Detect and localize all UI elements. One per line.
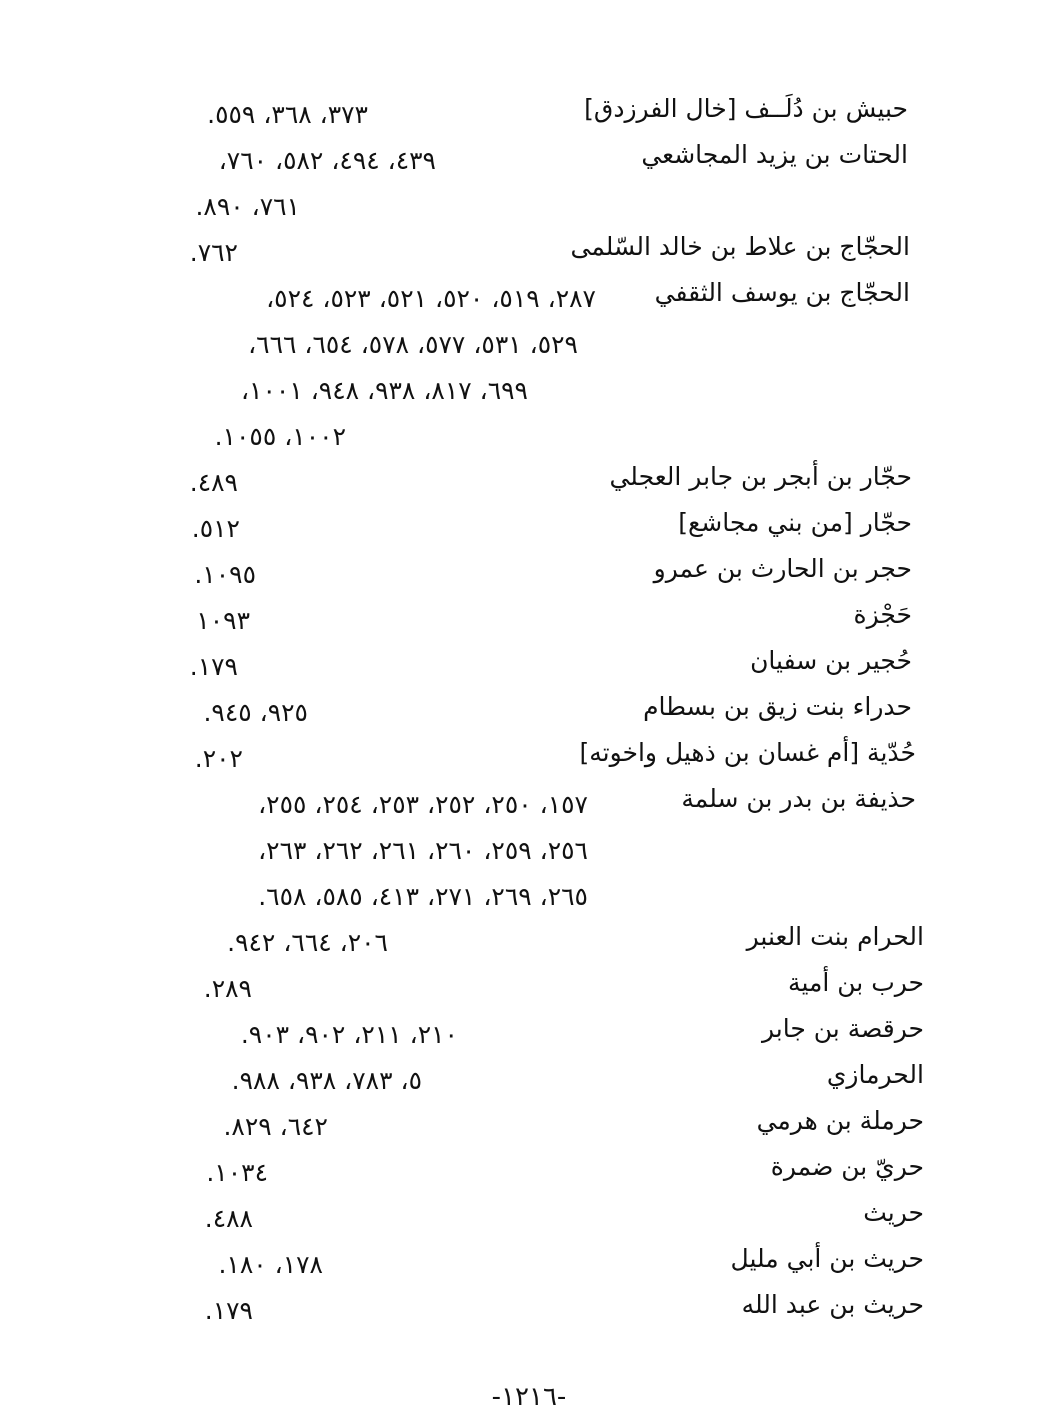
- index-entry: [0, 230, 1058, 276]
- entry-pages: ٤٨٨.: [204, 1204, 253, 1233]
- entry-name: حَجْزة: [853, 600, 912, 629]
- entry-name: الحجّاج بن يوسف الثقفي: [654, 278, 910, 307]
- entry-name: حجّار [من بني مجاشع]: [678, 508, 912, 537]
- entry-pages: ٦٤٢، ٨٢٩.: [223, 1112, 328, 1141]
- entry-name: حرقصة بن جابر: [762, 1014, 924, 1043]
- entry-pages: ١٧٩.: [204, 1296, 253, 1325]
- index-entry: [0, 966, 1058, 1012]
- index-entry: [0, 506, 1058, 552]
- entry-pages: ٤٣٩، ٤٩٤، ٥٨٢، ٧٦٠،: [218, 146, 436, 175]
- entry-name: الحرمازي: [826, 1060, 924, 1089]
- index-entry: [0, 1012, 1058, 1058]
- entry-name: حريث بن أبي مليل: [730, 1244, 924, 1273]
- index-entry: [0, 1196, 1058, 1242]
- entry-name: حُجير بن سفيان: [750, 646, 912, 675]
- entry-name: حرب بن أمية: [788, 968, 924, 997]
- index-entry: [0, 276, 1058, 322]
- entry-name: حريث بن عبد الله: [741, 1290, 924, 1319]
- index-entry: [0, 1104, 1058, 1150]
- entry-name: حذيفة بن بدر بن سلمة: [681, 784, 916, 813]
- entry-name: حجّار بن أبجر بن جابر العجلي: [609, 462, 912, 491]
- index-entry: [0, 920, 1058, 966]
- entry-name: حجر بن الحارث بن عمرو: [653, 554, 912, 583]
- entry-name: حدراء بنت زيق بن بسطام: [643, 692, 912, 721]
- index-entry: [0, 460, 1058, 506]
- entry-pages: ٢٨٩.: [203, 974, 252, 1003]
- entry-pages: ١٧٨، ١٨٠.: [218, 1250, 323, 1279]
- entry-pages: ١٠٣٤.: [206, 1158, 268, 1187]
- entry-name: حريث: [863, 1198, 924, 1227]
- index-entry: [0, 874, 1058, 920]
- entry-pages: ٢٨٧، ٥١٩، ٥٢٠، ٥٢١، ٥٢٣، ٥٢٤،: [266, 284, 596, 313]
- index-entry: [0, 138, 1058, 184]
- entry-pages: ١٠٩٥.: [194, 560, 256, 589]
- entry-pages: ١٠٠٢، ١٠٥٥.: [214, 422, 346, 451]
- index-entry: [0, 828, 1058, 874]
- entry-name: حريّ بن ضمرة: [770, 1152, 924, 1181]
- entry-pages: ٤٨٩.: [189, 468, 238, 497]
- index-entry: [0, 644, 1058, 690]
- entry-pages: ٢٥٦، ٢٥٩، ٢٦٠، ٢٦١، ٢٦٢، ٢٦٣،: [258, 836, 588, 865]
- index-entry: [0, 92, 1058, 138]
- index-entry: [0, 184, 1058, 230]
- entry-pages: ٢١٠، ٢١١، ٩٠٢، ٩٠٣.: [240, 1020, 458, 1049]
- index-entry: [0, 690, 1058, 736]
- entry-pages: ٢٠٢.: [194, 744, 243, 773]
- entry-name: حُدّية [أم غسان بن ذهيل واخوته]: [579, 738, 916, 767]
- entry-pages: ٧٦١، ٨٩٠.: [195, 192, 300, 221]
- entry-pages: ٥، ٧٨٣، ٩٣٨، ٩٨٨.: [231, 1066, 422, 1095]
- entry-pages: ٦٩٩، ٨١٧، ٩٣٨، ٩٤٨، ١٠٠١،: [240, 376, 528, 405]
- page-number: -١٢١٦-: [491, 1382, 567, 1412]
- index-entry: [0, 552, 1058, 598]
- index-entry: [0, 782, 1058, 828]
- entry-name: الحجّاج بن علاط بن خالد السّلمى: [570, 232, 910, 261]
- index-entry: [0, 1058, 1058, 1104]
- index-entry: [0, 1288, 1058, 1334]
- entry-name: حبيش بن دُلَــف [خال الفرزدق]: [584, 94, 908, 123]
- index-entry: [0, 1150, 1058, 1196]
- entry-name: حرملة بن هرمي: [756, 1106, 924, 1135]
- index-entry: [0, 414, 1058, 460]
- entry-pages: ١٥٧، ٢٥٠، ٢٥٢، ٢٥٣، ٢٥٤، ٢٥٥،: [258, 790, 588, 819]
- entry-pages: ٧٦٢.: [189, 238, 238, 267]
- entry-pages: ٢٠٦، ٦٦٤، ٩٤٢.: [227, 928, 388, 957]
- index-entry: [0, 368, 1058, 414]
- entry-name: الحرام بنت العنبر: [746, 922, 924, 951]
- entry-pages: ٣٧٣، ٣٦٨، ٥٥٩.: [207, 100, 368, 129]
- index-entry: [0, 736, 1058, 782]
- entry-pages: ٥٢٩، ٥٣١، ٥٧٧، ٥٧٨، ٦٥٤، ٦٦٦،: [248, 330, 578, 359]
- entry-pages: ٢٦٥، ٢٦٩، ٢٧١، ٤١٣، ٥٨٥، ٦٥٨.: [258, 882, 588, 911]
- entry-pages: ٩٢٥، ٩٤٥.: [203, 698, 308, 727]
- index-entry: [0, 322, 1058, 368]
- index-entry: [0, 598, 1058, 644]
- entry-pages: ٥١٢.: [191, 514, 240, 543]
- entry-name: الحتات بن يزيد المجاشعي: [641, 140, 908, 169]
- entry-pages: ١٠٩٣: [196, 606, 250, 635]
- index-entry: [0, 1242, 1058, 1288]
- entry-pages: ١٧٩.: [189, 652, 238, 681]
